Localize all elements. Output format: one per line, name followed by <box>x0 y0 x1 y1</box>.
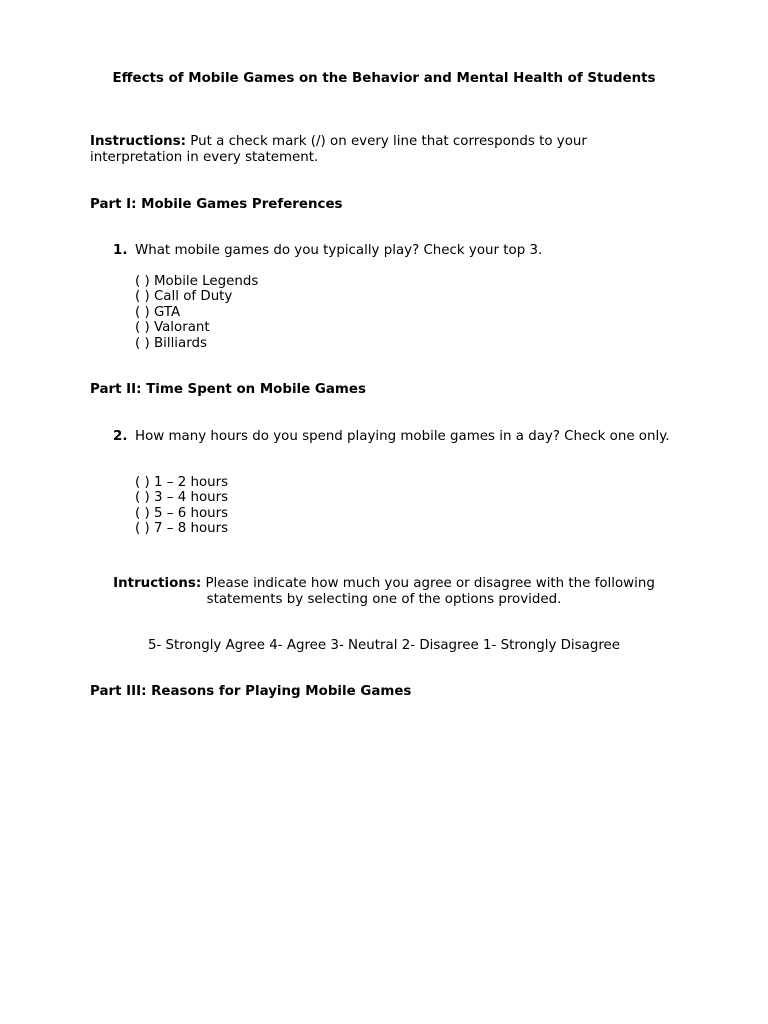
question-1-options <box>135 274 258 351</box>
question-2-text: How many hours do you spend playing mobile games in a day? Check one only. <box>135 429 670 444</box>
option-call-of-duty[interactable]: ( ) Call of Duty <box>135 289 233 305</box>
option-mobile-legends[interactable]: ( ) Mobile Legends <box>135 274 259 289</box>
option-billiards[interactable]: ( ) Billiards <box>135 335 207 351</box>
option-valorant[interactable]: ( ) Valorant <box>135 320 210 336</box>
option-7-8-hours[interactable]: ( ) 7 – 8 hours <box>135 521 229 537</box>
instructions-2-text: Please indicate how much you agree or disagree with the following statements by selecting one of the options provided. <box>201 576 655 607</box>
part1-heading: Part I: Mobile Games Preferences <box>90 197 343 212</box>
question-2-number: 2. <box>113 429 128 444</box>
question-1-text: What mobile games do you typically play? Check your top 3. <box>135 243 543 258</box>
option-gta[interactable]: ( ) GTA <box>135 304 181 320</box>
instructions-text: Put a check mark (/) on every line that corresponds to your interpretation in every statement. <box>90 134 587 165</box>
question-2-options <box>135 475 228 537</box>
document-title: Effects of Mobile Games on the Behavior and Mental Health of Students <box>112 71 656 86</box>
option-1-2-hours[interactable]: ( ) 1 – 2 hours <box>135 475 229 490</box>
question-1-number: 1. <box>113 243 128 258</box>
part2-heading: Part II: Time Spent on Mobile Games <box>90 382 366 397</box>
instructions-label: Instructions: <box>90 134 187 149</box>
part3-heading: Part III: Reasons for Playing Mobile Games <box>90 684 412 699</box>
instructions-2-paragraph <box>100 576 668 607</box>
option-3-4-hours[interactable]: ( ) 3 – 4 hours <box>135 490 229 506</box>
instructions-paragraph <box>90 134 678 165</box>
option-5-6-hours[interactable]: ( ) 5 – 6 hours <box>135 505 229 521</box>
instructions-2-label: Intructions: <box>113 576 202 591</box>
rating-scale: 5- Strongly Agree 4- Agree 3- Neutral 2- Disagree 1- Strongly Disagree <box>147 638 621 653</box>
